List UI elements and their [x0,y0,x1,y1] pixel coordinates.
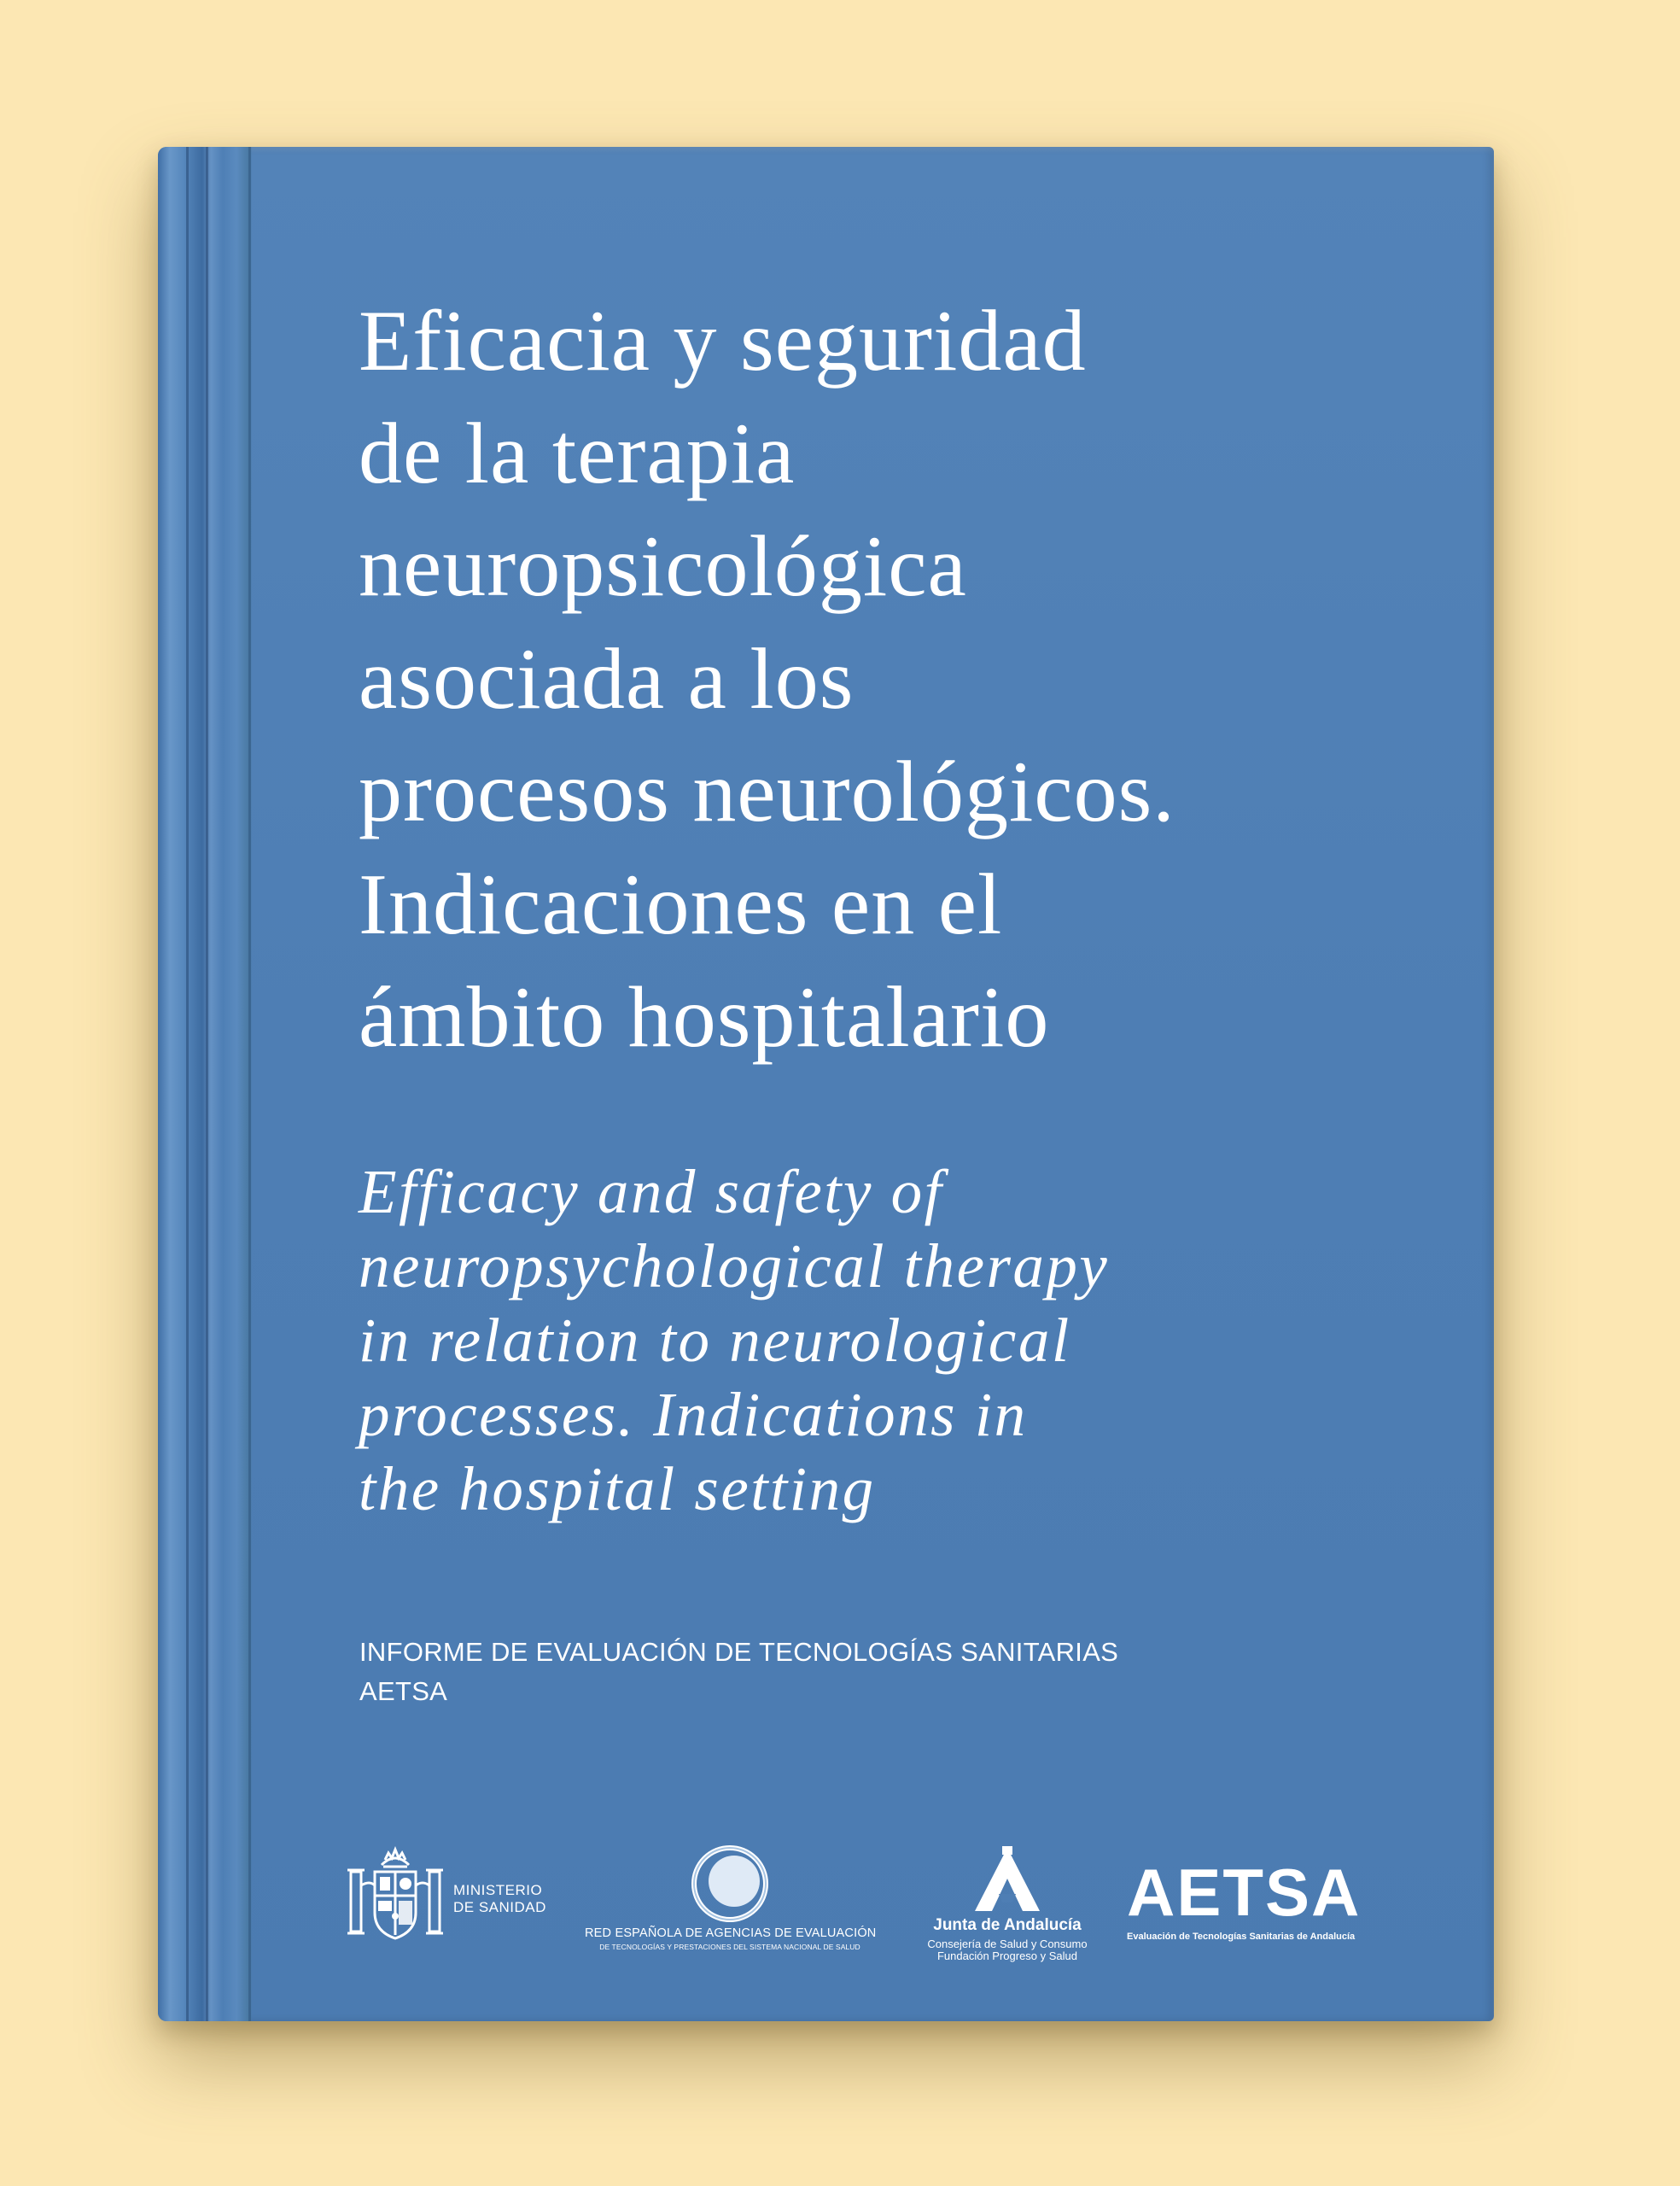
ministerio-line: DE SANIDAD [453,1899,546,1915]
aetsa-logo-title: AETSA [1127,1855,1362,1930]
red-agencias-title: RED ESPAÑOLA DE AGENCIAS DE EVALUACIÓN [585,1926,877,1940]
spanish-title [359,285,1451,1074]
agency-name: AETSA [359,1676,448,1706]
spanish-title-line: neuropsicológica [359,518,967,615]
ministerio-de-sanidad-logo [344,1846,566,1949]
junta-subtitle: Fundación Progreso y Salud [936,1949,1078,1962]
spine-groove [206,147,208,2021]
spine-groove [248,147,251,2021]
spanish-title-line: asociada a los [359,631,855,728]
junta-subtitle: Consejería de Salud y Consumo [927,1938,1088,1950]
logo-row [158,1838,1494,1983]
spain-coat-of-arms-icon [344,1846,446,1949]
english-title-line: neuropsychological therapy [359,1231,1110,1300]
book-spine [158,147,252,2021]
spanish-title-line: Eficacia y seguridad [359,293,1087,389]
red-agencias-logo [585,1844,875,1964]
junta-de-andalucia-logo [913,1846,1101,1966]
spine-groove [186,147,189,2021]
spanish-title-line: Indicaciones en el [359,856,1003,953]
english-title-line: Efficacy and safety of [359,1157,944,1226]
ministerio-line: MINISTERIO [453,1882,543,1898]
spanish-title-line: procesos neurológicos. [359,744,1175,840]
red-agencias-subtitle: DE TECNOLOGÍAS Y PRESTACIONES DEL SISTEMA NACIONAL DE SALUD [599,1943,860,1951]
report-info [359,1633,1118,1711]
junta-a-symbol-icon [973,1846,1041,1913]
junta-title: Junta de Andalucía [933,1916,1082,1934]
spanish-title-line: ámbito hospitalario [359,969,1050,1066]
report-type: INFORME DE EVALUACIÓN DE TECNOLOGÍAS SANITARIAS [359,1637,1119,1667]
english-title [359,1154,1451,1526]
aetsa-logo [1127,1846,1362,1966]
spanish-title-line: de la terapia [359,406,796,502]
ministerio-text [453,1882,546,1916]
red-agencias-circle-icon [687,1844,773,1923]
aetsa-logo-subtitle: Evaluación de Tecnologías Sanitarias de Andalucía [1127,1932,1356,1942]
english-title-line: the hospital setting [359,1454,876,1523]
english-title-line: in relation to neurological [359,1306,1071,1375]
book-cover [158,147,1494,2021]
english-title-line: processes. Indications in [359,1380,1028,1449]
